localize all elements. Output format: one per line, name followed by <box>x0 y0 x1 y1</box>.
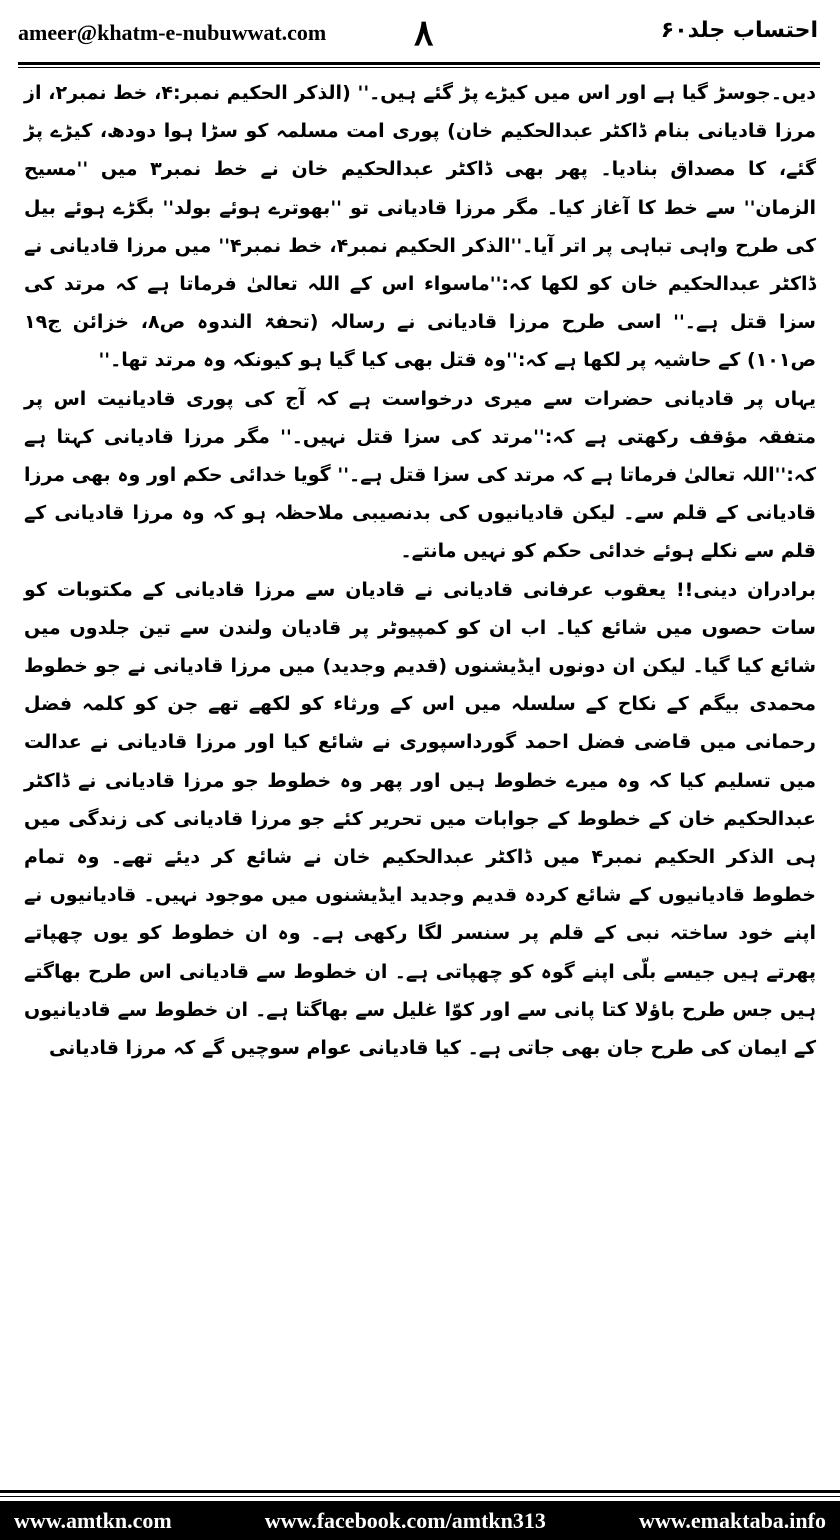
paragraph-3: برادران دینی!! یعقوب عرفانی قادیانی نے قادیان سے مرزا قادیانی کے مکتوبات کو سات حصوں میں شائع کیا۔ اب ان کو کمپیوٹر پر قادیان ولندن سے تین جلدوں میں شائع کیا گیا۔ لیکن ان دونوں ایڈیشنوں (قدیم وجدید) میں مرزا قادیانی نے جو خطوط محمدی بیگم کے نکاح کے سلسلہ میں اس کے ورثاء کو لکھے تھے جن کو کلمہ فضل رحمانی میں قاضی فضل احمد گورداسپوری نے شائع کیا اور مرزا قادیانی نے عدالت میں تسلیم کیا کہ وہ میرے خطوط ہیں اور پھر وہ خطوط جو مرزا قادیانی نے ڈاکٹر عبدالحکیم خان کے خطوط کے جوابات میں تحریر کئے جو مرزا قادیانی کی زندگی میں ہی الذکر الحکیم نمبر۴ میں ڈاکٹر عبدالحکیم خان نے شائع کر دیئے تھے۔ وہ تمام خطوط قادیانیوں کے شائع کردہ قدیم وجدید ایڈیشنوں میں موجود نہیں۔ قادیانیوں نے اپنے خود ساختہ نبی کے قلم پر سنسر لگا رکھی ہے۔ وہ ان خطوط کو یوں چھپاتے پھرتے ہیں جیسے بلّی اپنے گوہ کو چھپاتی ہے۔ ان خطوط سے قادیانی اس طرح بھاگتے ہیں جس طرح باؤلا کتا پانی سے اور کوّا غلیل سے بھاگتا ہے۔ ان خطوط سے قادیانیوں کے ایمان کی طرح جان بھی جاتی ہے۔ کیا قادیانی عوام سوچیں گے کہ مرزا قادیانی <box>24 578 816 1060</box>
page-number: ۸ <box>414 12 434 54</box>
footer-rule <box>0 1490 840 1493</box>
footer-rule-thin <box>0 1496 840 1497</box>
book-title: احتساب جلد۶۰ <box>660 18 818 43</box>
page-footer <box>0 1501 840 1540</box>
page-body <box>24 74 816 1486</box>
footer-link-facebook[interactable]: www.facebook.com/amtkn313 <box>264 1507 546 1533</box>
paragraph-2: یہاں پر قادیانی حضرات سے میری درخواست ہے کہ آج کی پوری قادیانیت اس پر متفقہ مؤقف رکھتی ہے کہ:''مرتد کی سزا قتل نہیں۔'' مگر مرزا قادیانی کہتا ہے کہ:''اللہ تعالیٰ فرماتا ہے کہ مرتد کی سزا قتل ہے۔'' گویا خدائی حکم اور وہ بھی مرزا قادیانی کے قلم سے۔ لیکن قادیانیوں کی بدنصیبی ملاحظہ ہو کہ وہ مرزا قادیانی کے قلم سے نکلے ہوئے خدائی حکم کو نہیں مانتے۔ <box>24 387 816 563</box>
page-header <box>18 14 818 60</box>
header-rule <box>18 62 820 68</box>
header-email: ameer@khatm-e-nubuwwat.com <box>18 20 327 45</box>
footer-link-amtkn[interactable]: www.amtkn.com <box>14 1507 172 1533</box>
paragraph-1: دیں۔جوسڑ گیا ہے اور اس میں کیڑے پڑ گئے ہیں۔'' (الذکر الحکیم نمبر:۴، خط نمبر۲، از مرزا قادیانی بنام ڈاکٹر عبدالحکیم خان) پوری امت مسلمہ کو سڑا ہوا دودھ، کیڑے پڑ گئے، کا مصداق بنادیا۔ پھر بھی ڈاکٹر عبدالحکیم خان نے خط نمبر۳ میں ''مسیح الزمان'' سے خط کا آغاز کیا۔ مگر مرزا قادیانی تو ''بھوترے ہوئے بولد'' بگڑے ہوئے بیل کی طرح واہی تباہی پر اتر آیا۔''الذکر الحکیم نمبر۴، خط نمبر۴'' میں مرزا قادیانی نے ڈاکٹر عبدالحکیم خان کو لکھا کہ:''ماسواء اس کے اللہ تعالیٰ فرماتا ہے کہ مرتد کی سزا قتل ہے۔'' اسی طرح مرزا قادیانی نے رسالہ (تحفۃ الندوہ ص۸، خزائن ج۱۹ ص۱۰۱) کے حاشیہ پر لکھا ہے کہ:''وہ قتل بھی کیا گیا ہو کیونکہ وہ مرتد تھا۔'' <box>24 82 817 372</box>
footer-link-emaktaba[interactable]: www.emaktaba.info <box>638 1507 826 1533</box>
